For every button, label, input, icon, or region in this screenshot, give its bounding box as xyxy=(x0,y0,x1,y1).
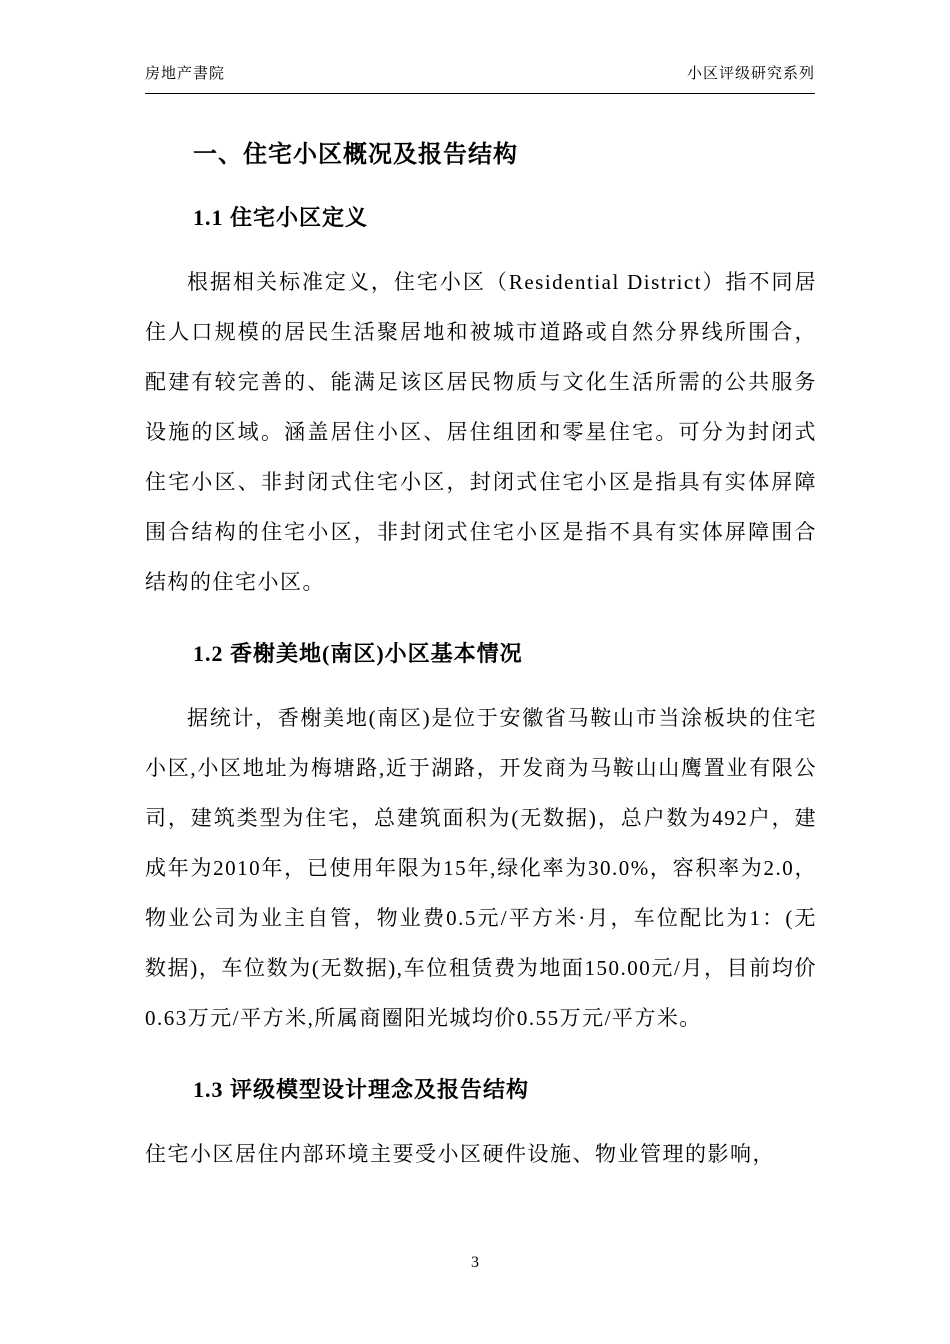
document-body xyxy=(145,95,817,1191)
header-right-text: 小区评级研究系列 xyxy=(686,66,815,82)
section-1-2-heading: 1.2 香榭美地(南区)小区基本情况 xyxy=(193,641,523,666)
page-number: 3 xyxy=(471,1254,479,1271)
page-header xyxy=(145,62,815,94)
section-1-1-paragraph: 根据相关标准定义，住宅小区（Residential District）指不同居住人口规模的居民生活聚居地和被城市道路或自然分界线所围合，配建有较完善的、能满足该区居民物质与文化生活所需的公共服务设施的区域。涵盖居住小区、居住组团和零星住宅。可分为封闭式住宅小区、非封闭式住宅小区，封闭式住宅小区是指具有实体屏障围合结构的住宅小区，非封闭式住宅小区是指不具有实体屏障围合结构的住宅小区。 xyxy=(145,270,817,594)
section-1-2-paragraph: 据统计，香榭美地(南区)是位于安徽省马鞍山市当涂板块的住宅小区,小区地址为梅塘路,近于湖路，开发商为马鞍山山鹰置业有限公司，建筑类型为住宅，总建筑面积为(无数据)，总户数为492户，建成年为2010年，已使用年限为15年,绿化率为30.0%，容积率为2.0，物业公司为业主自管，物业费0.5元/平方米·月，车位配比为1：(无数据)，车位数为(无数据),车位租赁费为地面150.00元/月，目前均价0.63万元/平方米,所属商圈阳光城均价0.55万元/平方米。 xyxy=(145,706,817,1030)
section-1-1-heading: 1.1 住宅小区定义 xyxy=(193,205,369,230)
main-title: 一、住宅小区概况及报告结构 xyxy=(193,142,518,168)
section-1-3-paragraph: 住宅小区居住内部环境主要受小区硬件设施、物业管理的影响， xyxy=(145,1142,775,1166)
section-1-3-heading: 1.3 评级模型设计理念及报告结构 xyxy=(193,1077,530,1102)
header-left-text: 房地产書院 xyxy=(145,66,226,82)
page-footer xyxy=(0,1254,950,1272)
